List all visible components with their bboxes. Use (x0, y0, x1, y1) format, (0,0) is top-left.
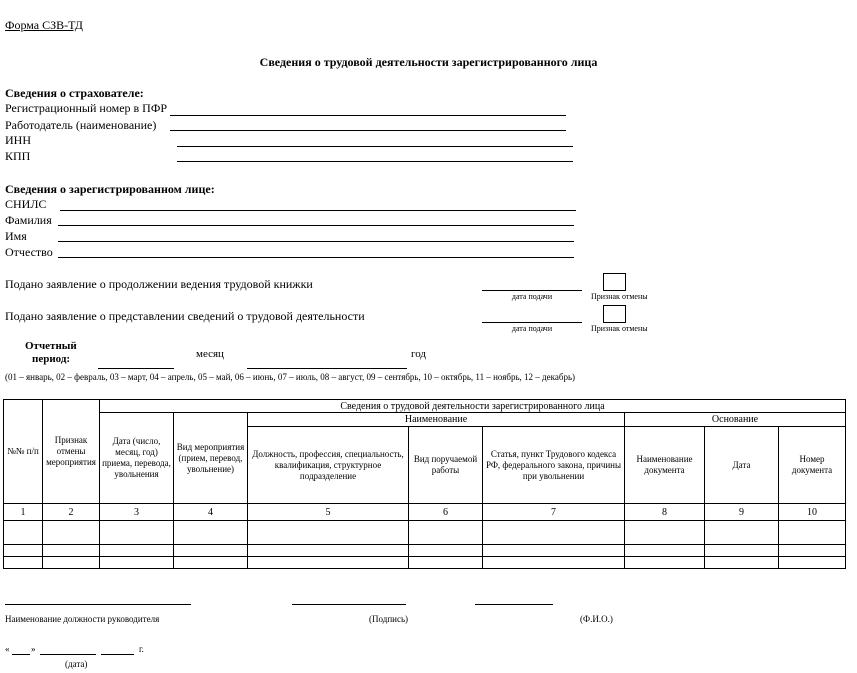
first-name-field[interactable] (58, 241, 574, 242)
col-number-3: 3 (100, 504, 174, 521)
full-name-caption: (Ф.И.О.) (580, 614, 613, 624)
page-title: Сведения о трудовой деятельности зарегистрированного лица (259, 55, 598, 69)
col-number-1: 1 (4, 504, 43, 521)
period-month-label: месяц (196, 348, 224, 360)
surname-field[interactable] (58, 225, 574, 226)
workbook-cancel-caption: Признак отмены (591, 292, 648, 301)
basis-group-header: Основание (625, 413, 846, 427)
col-number-7: 7 (483, 504, 625, 521)
first-name-label: Имя (5, 229, 27, 243)
period-year-label: год (411, 348, 427, 360)
manager-position-caption: Наименование должности руководителя (5, 614, 160, 624)
workbook-application-date-field[interactable] (482, 290, 582, 291)
table-row[interactable] (4, 545, 846, 557)
col-header-cancel-sign: Признак отмены мероприятия (43, 400, 100, 504)
date-day-field[interactable] (12, 654, 30, 655)
patronymic-field[interactable] (58, 257, 574, 258)
workbook-cancel-checkbox[interactable] (603, 273, 626, 291)
full-name-field[interactable] (475, 604, 553, 605)
surname-label: Фамилия (5, 213, 52, 227)
date-close-quote: » (31, 644, 36, 654)
col-header-document-date: Дата (705, 427, 779, 504)
info-cancel-checkbox[interactable] (603, 305, 626, 323)
manager-position-field[interactable] (5, 604, 191, 605)
months-hint: (01 – январь, 02 – февраль, 03 – март, 04 – апрель, 05 – май, 06 – июнь, 07 – июль, 08 – август, 09 – сентябрь, 10 – октябрь, 11 – ноябрь, 12 – декабрь) (5, 372, 576, 382)
employer-name-field[interactable] (170, 130, 566, 131)
info-cancel-caption: Признак отмены (591, 324, 648, 333)
date-open-quote: « (5, 644, 10, 654)
form-label: Форма СЗВ-ТД (5, 18, 83, 32)
kpp-field[interactable] (177, 161, 573, 162)
col-header-position: Должность, профессия, специальность, квалификация, структурное подразделение (248, 427, 409, 504)
snils-field[interactable] (60, 210, 576, 211)
date-month-field[interactable] (40, 654, 96, 655)
table-row[interactable] (4, 557, 846, 569)
info-application-text: Подано заявление о представлении сведений о трудовой деятельности (5, 309, 365, 323)
col-header-labor-code-article: Статья, пункт Трудового кодекса РФ, федерального закона, причины при увольнении (483, 427, 625, 504)
col-header-document-number: Номер документа (779, 427, 846, 504)
employer-name-label: Работодатель (наименование) (5, 118, 157, 132)
activity-table (3, 399, 846, 569)
pfr-reg-number-field[interactable] (170, 115, 566, 116)
patronymic-label: Отчество (5, 245, 53, 259)
date-caption: (дата) (65, 659, 88, 669)
signature-caption: (Подпись) (369, 614, 409, 624)
col-header-event-date: Дата (число, месяц, год) приема, перевода, увольнения (100, 413, 174, 504)
col-header-event-type: Вид мероприятия (прием, перевод, увольнение) (174, 413, 248, 504)
period-label-line1: Отчетный (25, 340, 77, 352)
person-heading: Сведения о зарегистрированном лице: (5, 182, 215, 196)
col-number-5: 5 (248, 504, 409, 521)
col-header-document-name: Наименование документа (625, 427, 705, 504)
name-group-header: Наименование (248, 413, 625, 427)
col-header-number: №№ п/п (4, 400, 43, 504)
info-application-date-field[interactable] (482, 322, 582, 323)
kpp-label: КПП (5, 149, 31, 163)
col-number-8: 8 (625, 504, 705, 521)
snils-label: СНИЛС (5, 197, 47, 211)
pfr-reg-number-label: Регистрационный номер в ПФР (5, 101, 167, 115)
col-number-9: 9 (705, 504, 779, 521)
workbook-application-text: Подано заявление о продолжении ведения трудовой книжки (5, 277, 313, 291)
period-month-field[interactable] (98, 368, 174, 369)
col-number-6: 6 (409, 504, 483, 521)
period-label-line2: период: (32, 353, 71, 365)
date-year-field[interactable] (101, 654, 134, 655)
inn-field[interactable] (177, 146, 573, 147)
signature-field[interactable] (292, 604, 406, 605)
col-number-4: 4 (174, 504, 248, 521)
date-year-suffix: г. (139, 644, 144, 654)
table-group-header: Сведения о трудовой деятельности зарегистрированного лица (100, 400, 846, 413)
info-date-caption: дата подачи (511, 324, 553, 333)
col-number-2: 2 (43, 504, 100, 521)
period-year-field[interactable] (247, 368, 407, 369)
table-row[interactable] (4, 521, 846, 545)
workbook-date-caption: дата подачи (511, 292, 553, 301)
col-number-10: 10 (779, 504, 846, 521)
insurer-heading: Сведения о страхователе: (5, 86, 144, 100)
col-header-work-type: Вид поручаемой работы (409, 427, 483, 504)
inn-label: ИНН (5, 133, 31, 147)
